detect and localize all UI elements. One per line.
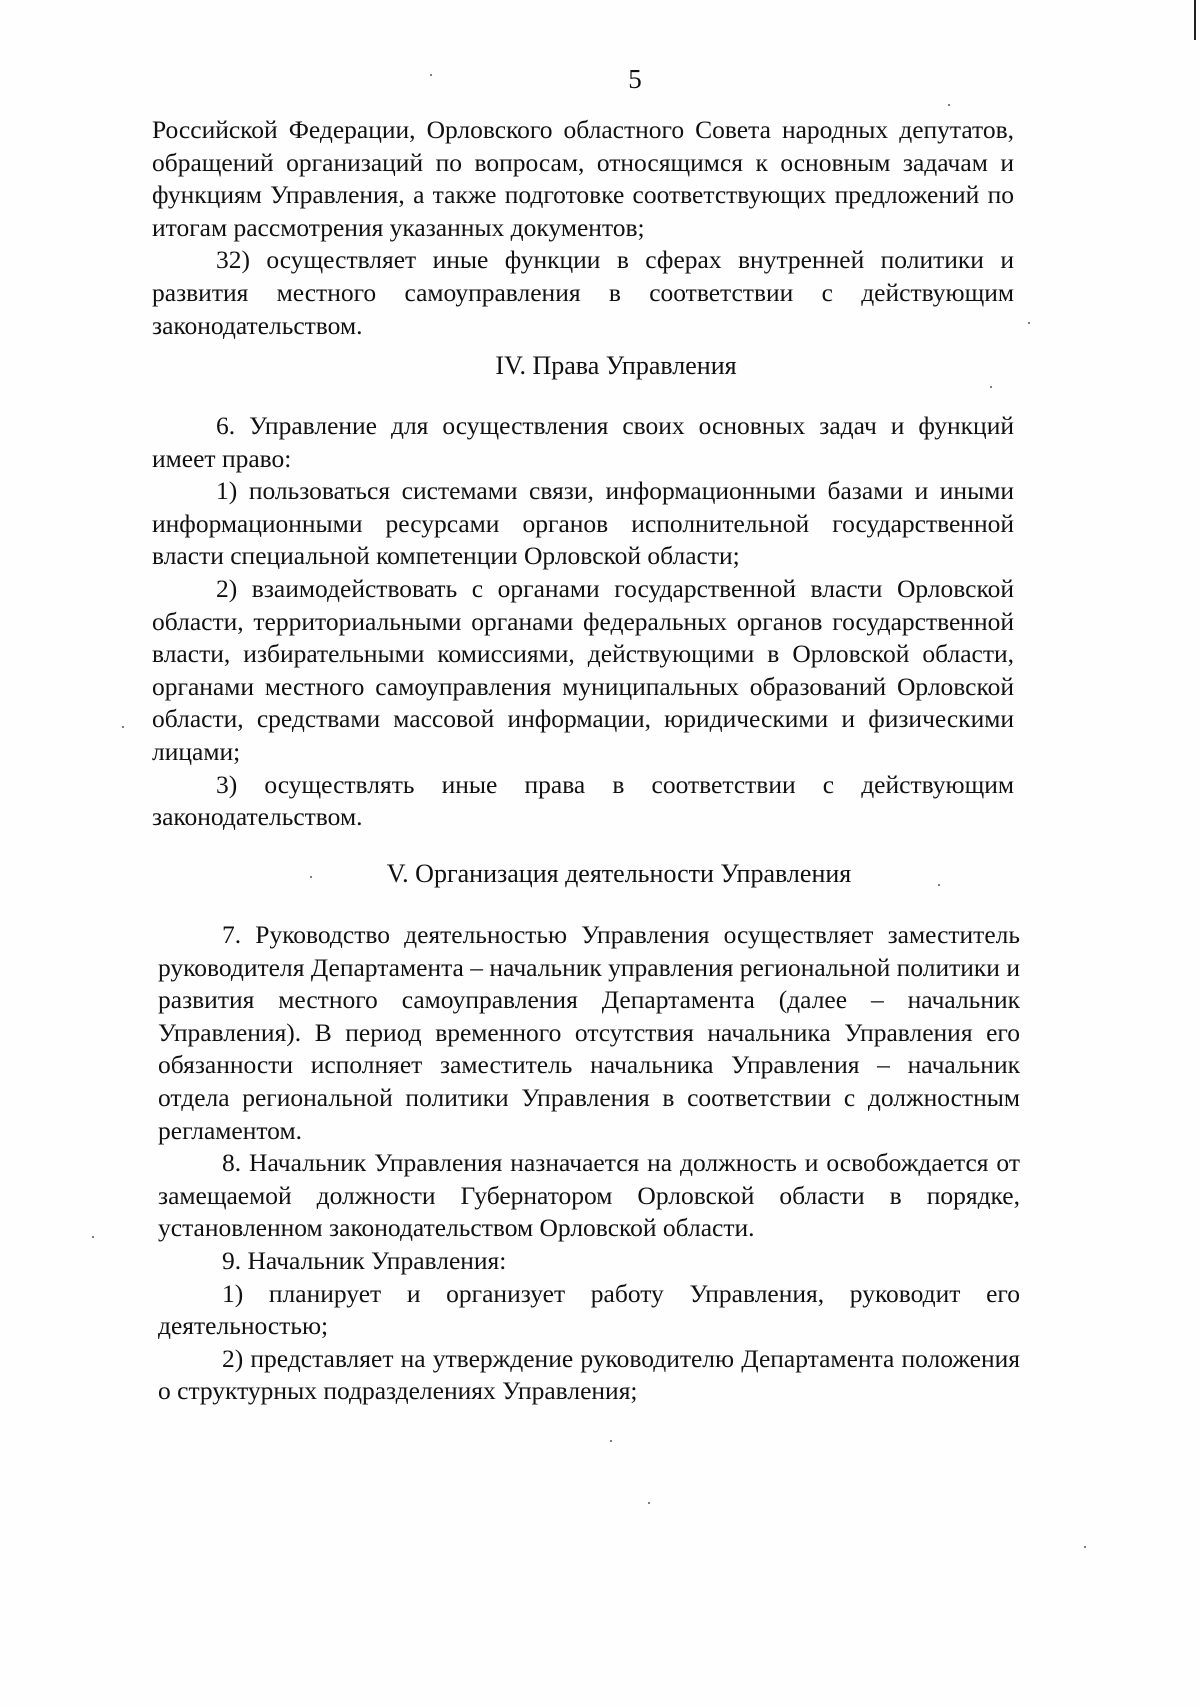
paragraph-8: 8. Начальник Управления назначается на должность и освобождается от замещаемой должности Губернатором Орловской области в порядке, установленном законодательством Орловской области. [158,1148,1020,1243]
scan-speck [948,104,950,106]
continuation-paragraph: Российской Федерации, Орловского областного Совета народных депутатов, обращений организаций по вопросам, относящимся к основным задачам и функциям Управления, а также подготовке соответствующих предложений по итогам рассмотрения указанных документов; [152,115,1014,242]
item-32-paragraph: 32) осуществляет иные функции в сферах внутренней политики и развития местного самоуправления в соответствии с действующим законодательством. [152,245,1014,340]
continuation-block [152,114,1014,342]
section-4-heading: IV. Права Управления [495,351,737,380]
section-4-body [152,410,1014,834]
paragraph-7: 7. Руководство деятельностью Управления осуществляет заместитель руководителя Департамента – начальник управления региональной политики и развития местного самоуправления Департамента (далее – начальник Управления). В период временного отсутствия начальника Управления его обязанности исполняет заместитель начальника Управления – начальник отдела региональной политики Управления в соответствии с должностным регламентом. [158,920,1020,1145]
scan-edge-line [1194,0,1196,40]
paragraph-9-item-1: 1) планирует и организует работу Управления, руководит его деятельностью; [158,1278,1020,1341]
scan-speck [1028,322,1030,324]
scan-speck [92,1236,94,1238]
paragraph-6: 6. Управление для осуществления своих основных задач и функций имеет право: [152,411,1014,473]
scan-speck [990,386,992,388]
scan-speck [938,884,940,886]
paragraph-6-item-1: 1) пользоваться системами связи, информационными базами и иными информационными ресурсами органов исполнительной государственной власти специальной компетенции Орловской области; [152,476,1014,571]
paragraph-6-item-2: 2) взаимодействовать с органами государственной власти Орловской области, территориальными органами федеральных органов государственной власти, избирательными комиссиями, действующими в Орловской области, органами местного самоуправления муниципальных образований Орловской области, средствами массовой информации, юридическими и физическими лицами; [152,573,1014,766]
section-5-heading: V. Организация деятельности Управления [386,859,852,888]
paragraph-9: 9. Начальник Управления: [222,1245,507,1275]
scan-speck [122,726,124,728]
scan-speck [310,876,312,878]
paragraph-6-item-3: 3) осуществлять иные права в соответствии с действующим законодательством. [152,769,1014,832]
scan-speck [610,1440,612,1442]
scan-speck [430,74,432,76]
paragraph-9-item-2: 2) представляет на утверждение руководителю Департамента положения о структурных подразделениях Управления; [158,1343,1020,1406]
scan-speck [648,1502,650,1504]
page-number: 5 [628,64,642,94]
scan-speck [1084,1546,1086,1548]
section-5-body [158,919,1020,1408]
